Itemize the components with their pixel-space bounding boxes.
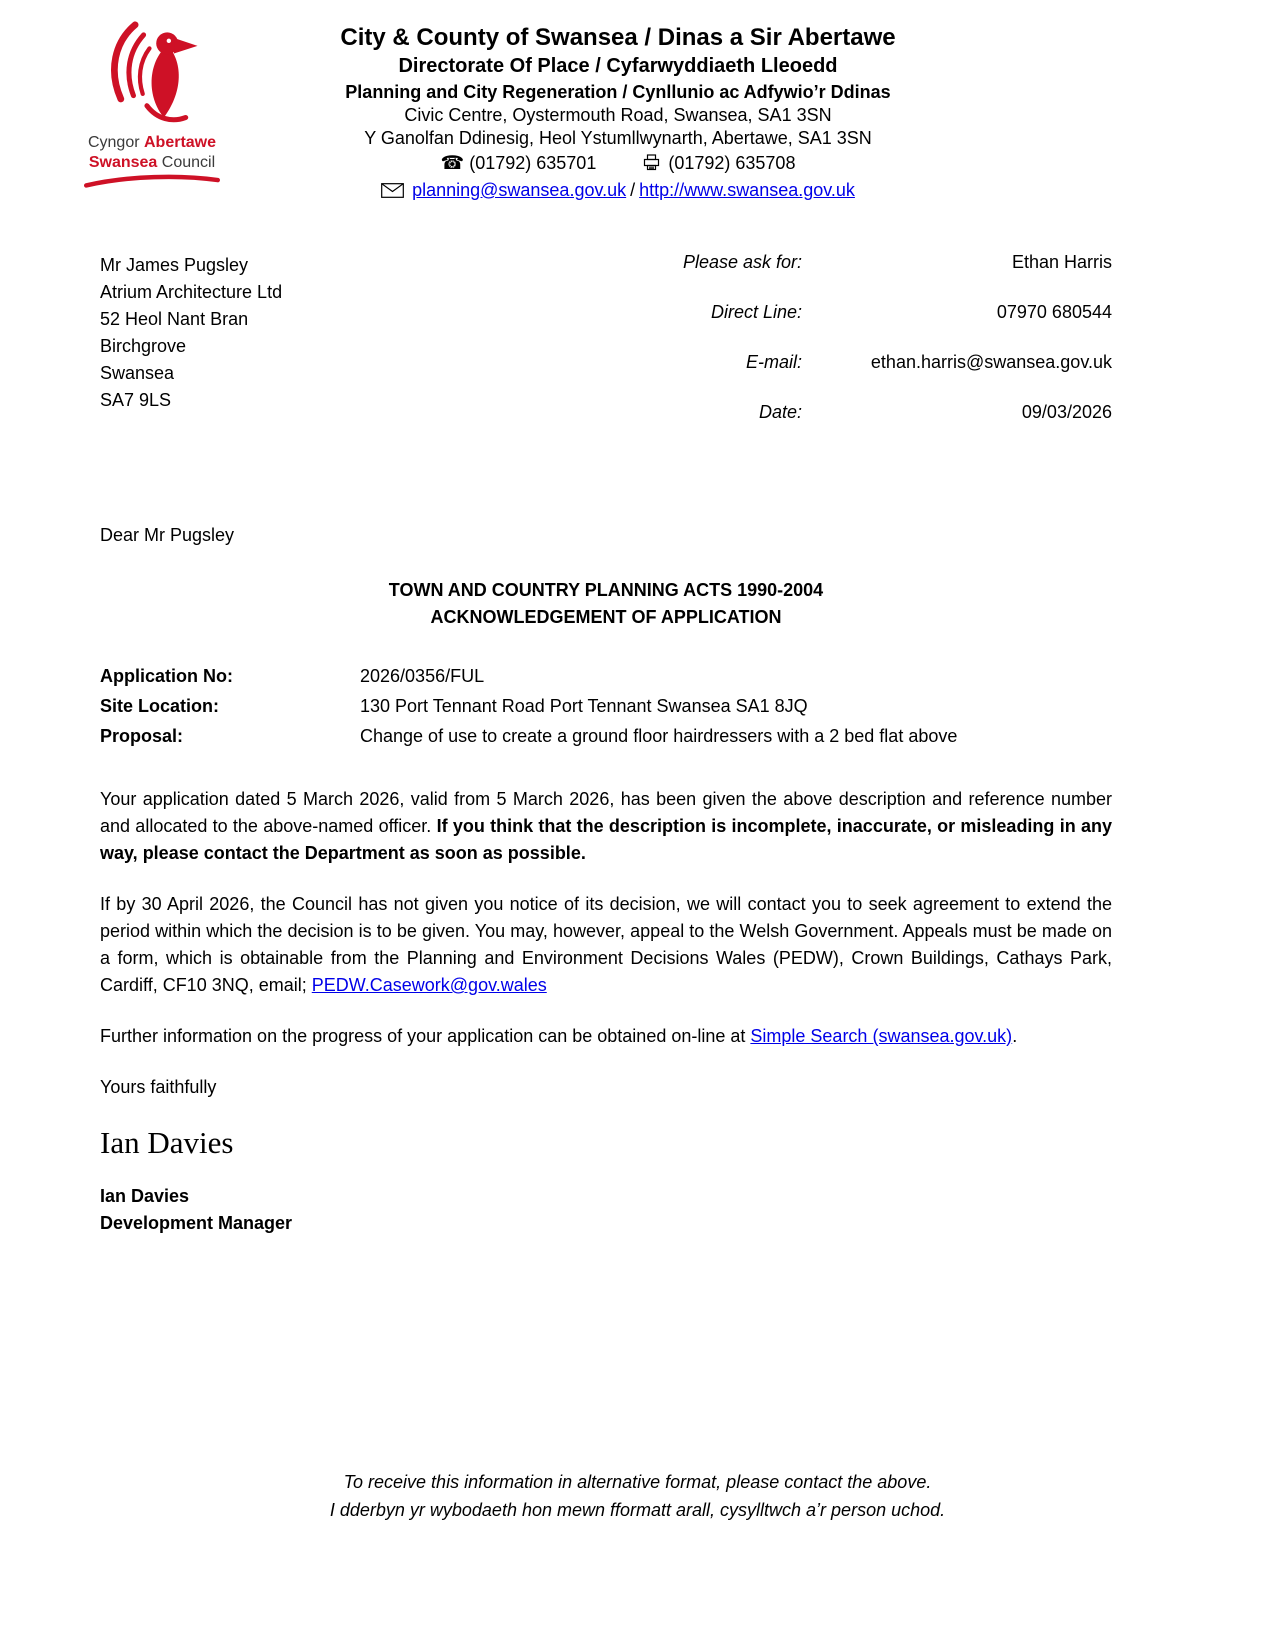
subject-heading bbox=[100, 577, 1112, 631]
body-text: If by 30 April 2026, the Council has not given you notice of its decision, we will contact you to seek agreement to extend the period within which the decision is to be given. You may, however, appeal to the Welsh Government. Appeals must be made on a form, which is obtainable from the Planning and Environment Decisions Wales (PEDW), Crown Buildings, Cathays Park, Cardiff, CF10 3NQ, email; bbox=[100, 894, 1112, 995]
application-row bbox=[100, 693, 1112, 720]
logo-word-abertawe: Abertawe bbox=[144, 134, 217, 151]
recipient-line: Birchgrove bbox=[100, 336, 187, 356]
directorate-line: Directorate Of Place / Cyfarwyddiaeth Lleoedd bbox=[398, 55, 838, 77]
email-label: E-mail: bbox=[745, 352, 802, 372]
contact-row bbox=[652, 402, 1112, 423]
proposal-label: Proposal: bbox=[100, 726, 184, 746]
signatory-name: Ian Davies bbox=[100, 1186, 190, 1206]
recipient-line: SA7 9LS bbox=[100, 390, 172, 410]
footer-note bbox=[0, 1468, 1275, 1524]
recipient-line: Mr James Pugsley bbox=[100, 255, 249, 275]
fax-number: (01792) 635708 bbox=[668, 153, 796, 173]
recipient-line: 52 Heol Nant Bran bbox=[100, 309, 249, 329]
recipient-line: Atrium Architecture Ltd bbox=[100, 282, 283, 302]
site-location-value: 130 Port Tennant Road Port Tennant Swansea SA1 8JQ bbox=[360, 696, 808, 716]
address-contact-row bbox=[100, 252, 1112, 452]
logo-swoosh-icon bbox=[77, 173, 227, 189]
footer-line-welsh: I dderbyn yr wybodaeth hon mewn fformatt arall, cysylltwch a’r person uchod. bbox=[329, 1500, 946, 1520]
signature: Ian Davies bbox=[100, 1125, 234, 1160]
paragraph-appeal bbox=[100, 891, 1112, 999]
footer-line-english: To receive this information in alternative format, please contact the above. bbox=[343, 1472, 932, 1492]
email-value: ethan.harris@swansea.gov.uk bbox=[870, 352, 1112, 372]
ask-for-label: Please ask for: bbox=[682, 252, 802, 272]
contact-row bbox=[652, 252, 1112, 273]
direct-line-label: Direct Line: bbox=[710, 302, 802, 322]
logo-word-council: Council bbox=[157, 154, 216, 171]
salutation: Dear Mr Pugsley bbox=[100, 525, 235, 545]
letter-body bbox=[0, 252, 1275, 1237]
paragraph-validity bbox=[100, 786, 1112, 867]
application-details bbox=[100, 663, 1112, 750]
inline-link[interactable]: PEDW.Casework@gov.wales bbox=[311, 975, 547, 995]
phoenix-logo-icon bbox=[93, 18, 211, 126]
body-text: Further information on the progress of your application can be obtained on-line at bbox=[100, 1026, 751, 1046]
application-row bbox=[100, 723, 1112, 750]
inline-link[interactable]: Simple Search (swansea.gov.uk) bbox=[750, 1026, 1013, 1046]
recipient-line: Swansea bbox=[100, 363, 175, 383]
council-website-link[interactable]: http://www.swansea.gov.uk bbox=[639, 180, 855, 200]
subject-line-1: TOWN AND COUNTRY PLANNING ACTS 1990-2004 bbox=[388, 580, 824, 600]
letterhead-text bbox=[232, 18, 1004, 204]
date-value: 09/03/2026 bbox=[1021, 402, 1112, 422]
contact-row bbox=[652, 352, 1112, 373]
signatory-block bbox=[100, 1183, 1112, 1237]
council-logo-text bbox=[72, 133, 232, 173]
address-english: Civic Centre, Oystermouth Road, Swansea, SA1 3SN bbox=[404, 105, 832, 125]
address-welsh: Y Ganolfan Ddinesig, Heol Ystumllwynarth, Abertawe, SA1 3SN bbox=[364, 128, 872, 148]
phone-fax-line bbox=[232, 151, 1004, 176]
date-label: Date: bbox=[758, 402, 802, 422]
fax-group bbox=[643, 153, 795, 173]
phone-number: (01792) 635701 bbox=[469, 153, 597, 173]
phoenix-eye bbox=[167, 39, 171, 43]
logo-word-swansea: Swansea bbox=[88, 154, 158, 171]
site-location-label: Site Location: bbox=[100, 696, 220, 716]
subject-line-2: ACKNOWLEDGEMENT OF APPLICATION bbox=[430, 607, 782, 627]
link-separator: / bbox=[630, 180, 636, 200]
paragraphs-block bbox=[100, 786, 1112, 1050]
body-text: . bbox=[1012, 1026, 1018, 1046]
direct-line-value: 07970 680544 bbox=[996, 302, 1112, 322]
body-text: Your application dated 5 March 2026, valid from 5 March 2026, has been given the above description and reference number and allocated to the above-named officer. bbox=[100, 789, 1112, 836]
logo-word-cyngor: Cyngor bbox=[87, 134, 144, 151]
phone-icon: ☎ bbox=[440, 153, 465, 174]
application-no-label: Application No: bbox=[100, 666, 233, 686]
bold-text: If you think that the description is incomplete, inaccurate, or misleading in any way, please contact the Department as soon as possible. bbox=[100, 816, 1112, 863]
council-logo bbox=[72, 18, 232, 194]
fax-icon bbox=[643, 154, 660, 171]
valediction: Yours faithfully bbox=[100, 1077, 217, 1097]
ask-for-value: Ethan Harris bbox=[1011, 252, 1112, 272]
planning-email-link[interactable]: planning@swansea.gov.uk bbox=[412, 180, 627, 200]
application-row bbox=[100, 663, 1112, 690]
contact-row bbox=[652, 302, 1112, 323]
department-line: Planning and City Regeneration / Cynllunio ac Adfywio’r Ddinas bbox=[345, 82, 891, 102]
letterhead bbox=[0, 0, 1275, 204]
paragraph-further-info bbox=[100, 1023, 1112, 1050]
envelope-icon bbox=[381, 183, 404, 198]
contact-details bbox=[652, 252, 1112, 452]
proposal-value: Change of use to create a ground floor hairdressers with a 2 bed flat above bbox=[360, 726, 958, 746]
signatory-title: Development Manager bbox=[100, 1213, 293, 1233]
email-web-line bbox=[232, 177, 1004, 204]
application-no-value: 2026/0356/FUL bbox=[360, 666, 485, 686]
recipient-address bbox=[100, 252, 282, 452]
org-title: City & County of Swansea / Dinas a Sir Abertawe bbox=[340, 24, 896, 51]
